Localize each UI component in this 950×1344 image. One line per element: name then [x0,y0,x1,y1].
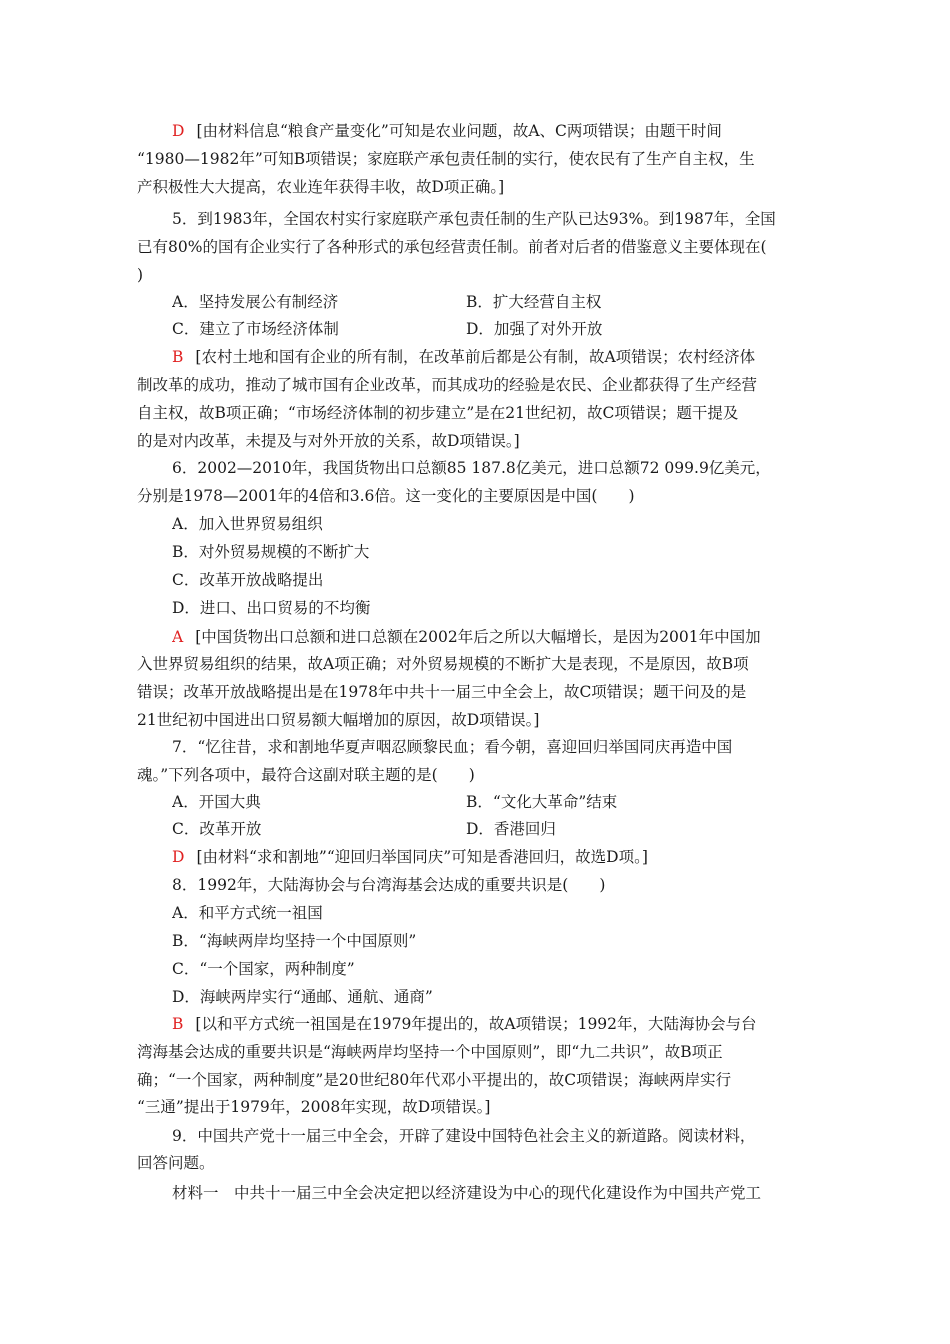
answer-line: D [由材料信息“粮食产量变化”可知是农业问题，故A、C两项错误；由题干时间 [172,122,722,140]
option-d: D．进口、出口贸易的不均衡 [172,599,371,617]
text-line: 回答问题。 [137,1154,215,1172]
text-line: ) [137,266,144,284]
option-a: A．开国大典 [172,793,261,811]
text-line: 湾海基会达成的重要共识是“海峡两岸均坚持一个中国原则”，即“九二共识”，故B项正 [137,1043,723,1061]
answer-line: B [农村土地和国有企业的所有制，在改革前后都是公有制，故A项错误；农村经济体 [172,348,756,366]
answer-line: A [中国货物出口总额和进口总额在2002年后之所以大幅增长，是因为2001年中国加 [172,628,761,646]
option-c: C．“一个国家，两种制度” [172,960,355,978]
text-line: 分别是1978—2001年的4倍和3.6倍。这一变化的主要原因是中国( ) [137,487,635,505]
answer-letter: D [172,122,185,140]
text-line: 入世界贸易组织的结果，故A项正确；对外贸易规模的不断扩大是表现，不是原因，故B项 [137,655,749,673]
option-c: C．建立了市场经济体制 [172,320,339,338]
text-line: 的是对内改革，未提及与对外开放的关系，故D项错误。] [137,432,520,450]
text-line: 制改革的成功，推动了城市国有企业改革，而其成功的经验是农民、企业都获得了生产经营 [137,376,758,394]
question-9: 9．中国共产党十一届三中全会，开辟了建设中国特色社会主义的新道路。阅读材料， [172,1127,756,1145]
question-5: 5．到1983年，全国农村实行家庭联产承包责任制的生产队已达93%。到1987年，全国 [172,210,776,228]
text-line: “三通”提出于1979年，2008年实现，故D项错误。] [137,1098,491,1116]
text-line: 确；“一个国家，两种制度”是20世纪80年代邓小平提出的，故C项错误；海峡两岸实行 [137,1071,732,1089]
option-a: A．加入世界贸易组织 [172,515,323,533]
option-c: C．改革开放战略提出 [172,571,324,589]
option-d: D．香港回归 [466,820,556,838]
option-b: B．“海峡两岸均坚持一个中国原则” [172,932,417,950]
text-line: “1980—1982年”可知B项错误；家庭联产承包责任制的实行，使农民有了生产自主权，生 [137,150,755,168]
option-d: D．海峡两岸实行“通邮、通航、通商” [172,988,433,1006]
option-d: D．加强了对外开放 [466,320,603,338]
option-b: B．“文化大革命”结束 [466,793,618,811]
text-line: 魂。”下列各项中，最符合这副对联主题的是( ) [137,766,475,784]
answer-letter: D [172,848,185,866]
question-7: 7．“忆往昔，求和割地华夏声咽忍顾黎民血；看今朝，喜迎回归举国同庆再造中国 [172,738,733,756]
answer-letter: A [172,628,184,646]
question-8: 8．1992年，大陆海协会与台湾海基会达成的重要共识是( ) [172,876,606,894]
answer-letter: B [172,348,184,366]
text-line: 错误；改革开放战略提出是在1978年中共十一届三中全会上，故C项错误；题干问及的是 [137,683,747,701]
text-line: 21世纪初中国进出口贸易额大幅增加的原因，故D项错误。] [137,711,540,729]
answer-line: B [以和平方式统一祖国是在1979年提出的，故A项错误；1992年，大陆海协会与台 [172,1015,757,1033]
answer-letter: B [172,1015,184,1033]
option-a: A．坚持发展公有制经济 [172,293,339,311]
answer-line: D [由材料“求和割地”“迎回归举国同庆”可知是香港回归，故选D项。] [172,848,648,866]
material-one: 材料一 中共十一届三中全会决定把以经济建设为中心的现代化建设作为中国共产党工 [172,1184,762,1202]
text-line: 自主权，故B项正确；“市场经济体制的初步建立”是在21世纪初，故C项错误；题干提及 [137,404,739,422]
option-c: C．改革开放 [172,820,262,838]
question-6: 6．2002—2010年，我国货物出口总额85 187.8亿美元，进口总额72 099.9亿美元， [172,459,771,477]
text-line: 已有80%的国有企业实行了各种形式的承包经营责任制。前者对后者的借鉴意义主要体现在( [137,238,767,256]
option-b: B．对外贸易规模的不断扩大 [172,543,370,561]
option-b: B．扩大经营自主权 [466,293,602,311]
option-a: A．和平方式统一祖国 [172,904,323,922]
text-line: 产积极性大大提高，农业连年获得丰收，故D项正确。] [137,178,505,196]
